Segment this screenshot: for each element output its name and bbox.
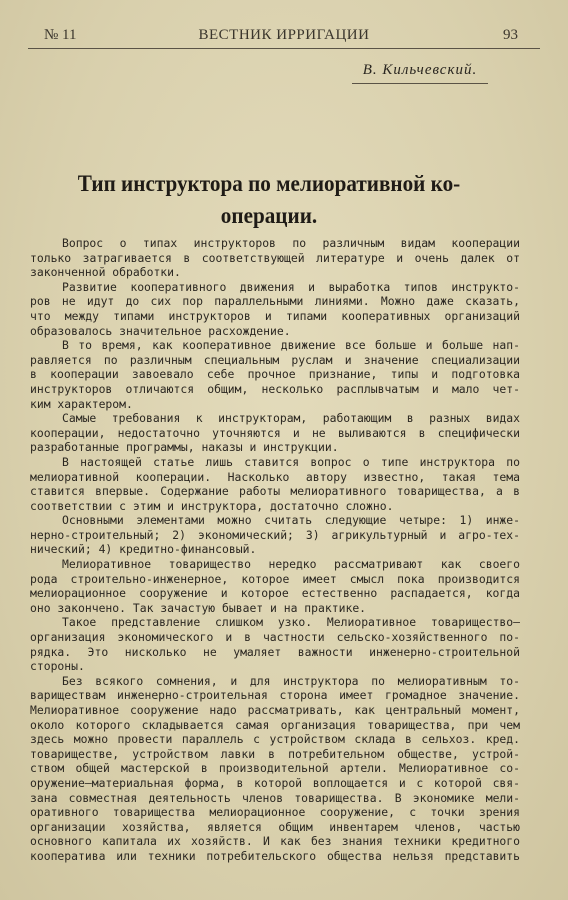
paragraph xyxy=(30,338,520,411)
paragraph-line: рода строительно-инженерное, которое имеет смысл пока производится xyxy=(30,571,520,586)
paragraph-line: зана совместная деятельность членов товарищества. В экономике мели- xyxy=(30,790,520,805)
journal-title: ВЕСТНИК ИРРИГАЦИИ xyxy=(198,27,370,43)
paragraph-line: Без всякого сомнения, и для инструктора по мелиоративным то- xyxy=(62,673,520,688)
paragraph-line: законченной обработки. xyxy=(30,265,181,280)
paragraph xyxy=(30,236,520,280)
paragraph-line: мелиорационное сооружение и которое естественно распадается, когда xyxy=(30,586,520,601)
paragraph-line: инструкторов отличаются общим, несколько расплывчатым и мало чет- xyxy=(30,381,520,396)
paragraph-line: Основными элементами можно считать следующие четыре: 1) инже- xyxy=(62,513,520,528)
paragraph-line: здесь можно провести параллель с устройством склада в сельхоз. кред. xyxy=(30,732,520,747)
paragraph-line: разработанные программы, наказы и инструкции. xyxy=(30,440,339,455)
paragraph-line: В настоящей статье лишь ставится вопрос о типе инструктора по xyxy=(62,454,520,469)
paragraph-line: кооператива или техники потребительского общества нельзя представить xyxy=(30,848,520,863)
paragraph-line: около которого складывается самая организация товарищества, при чем xyxy=(30,717,520,732)
paragraph-line: оружение—материальная форма, в которой воплощается и с которой свя- xyxy=(30,775,520,790)
paragraph-line: Мелиоративное товарищество нередко рассматривают как своего xyxy=(62,557,520,572)
article-title xyxy=(49,168,489,232)
paragraph-line: ким характером. xyxy=(30,396,133,411)
paragraph-line: что между типами инструкторов и типами кооперативных организаций xyxy=(30,308,520,323)
paragraph-line: Мелиоративное сооружение надо рассматривать, как центральный момент, xyxy=(30,703,520,717)
paragraph-line: товариществе, устройством лавки в потребительном обществе, устрой- xyxy=(30,746,520,761)
paragraph xyxy=(30,513,520,557)
article-body xyxy=(30,236,520,864)
running-header xyxy=(28,24,540,49)
paragraph-line: только затрагивается в соответствующей литературе и очень далек от xyxy=(30,250,520,265)
paragraph-line: образовалось значительное расхождение. xyxy=(30,323,291,338)
paragraph-line: Вопрос о типах инструкторов по различным видам кооперации xyxy=(62,236,520,250)
paragraph xyxy=(30,615,520,673)
paragraph-line: кооперации, недостаточно уточняются и не выливаются в специфически xyxy=(30,425,520,440)
paragraph-line: в кооперации завоевало себе прочное признание, типы и подготовка xyxy=(30,367,520,382)
issue-number: № 11 xyxy=(44,27,77,43)
paragraph-line: ством общей мастерской в производительной артели. Мелиоративное со- xyxy=(30,761,520,776)
paragraph xyxy=(30,674,520,864)
paragraph-line: основного капитала их хозяйств. И как без знания техники кредитного xyxy=(30,834,520,849)
paragraph-line: оно закончено. Так зачастую бывает и на практике. xyxy=(30,600,367,615)
paragraph-line: вариществам инженерно-строительная сторона имеет громадное значение. xyxy=(30,688,520,703)
paragraph xyxy=(30,455,520,513)
page-number: 93 xyxy=(503,27,518,43)
paragraph-line: мелиоративной кооперации. Насколько автору известно, такая тема xyxy=(30,469,520,484)
paragraph xyxy=(30,557,520,615)
author-name: В. Кильчевский. xyxy=(352,60,488,84)
article-title-line-2: операции. xyxy=(220,203,318,228)
paragraph-line: Развитие кооперативного движения и выработка типов инструкто- xyxy=(62,279,520,294)
paragraph-line: В то время, как кооперативное движение все больше и больше нап- xyxy=(62,338,520,353)
paragraph-line: организация экономического и в частности сельско-хозяйственного по- xyxy=(30,630,520,645)
paragraph xyxy=(30,411,520,455)
paragraph-line: соответствии с этим и инструктора, достаточно сложно. xyxy=(30,498,394,513)
paragraph-line: Самые требования к инструкторам, работающим в разных видах xyxy=(62,411,520,426)
paragraph xyxy=(30,280,520,338)
paragraph-line: стороны. xyxy=(30,659,85,674)
paragraph-line: оративного товарищества мелиорационное сооружение, с точки зрения xyxy=(30,805,520,820)
paragraph-line: ров не идут до сих пор параллельными линиями. Можно даже сказать, xyxy=(30,294,520,309)
paragraph-line: нерно-строительный; 2) экономический; 3) агрикультурный и агро-тех- xyxy=(30,527,520,542)
article-title-line-1: Тип инструктора по мелиоративной ко- xyxy=(77,171,461,196)
paragraph-line: рядка. Это нисколько не умаляет важности инженерно-строительной xyxy=(30,644,520,659)
paragraph-line: нический; 4) кредитно-финансовый. xyxy=(30,542,257,557)
paragraph-line: Такое представление слишком узко. Мелиоративное товарищество— xyxy=(62,615,520,630)
paragraph-line: ставится впервые. Содержание работы мелиоративного товарищества, а в xyxy=(30,484,520,499)
paragraph-line: равляется по различным специальным руслам и значение специализации xyxy=(30,352,520,367)
paragraph-line: организации хозяйства, является общим инвентарем членов, частью xyxy=(30,819,520,834)
